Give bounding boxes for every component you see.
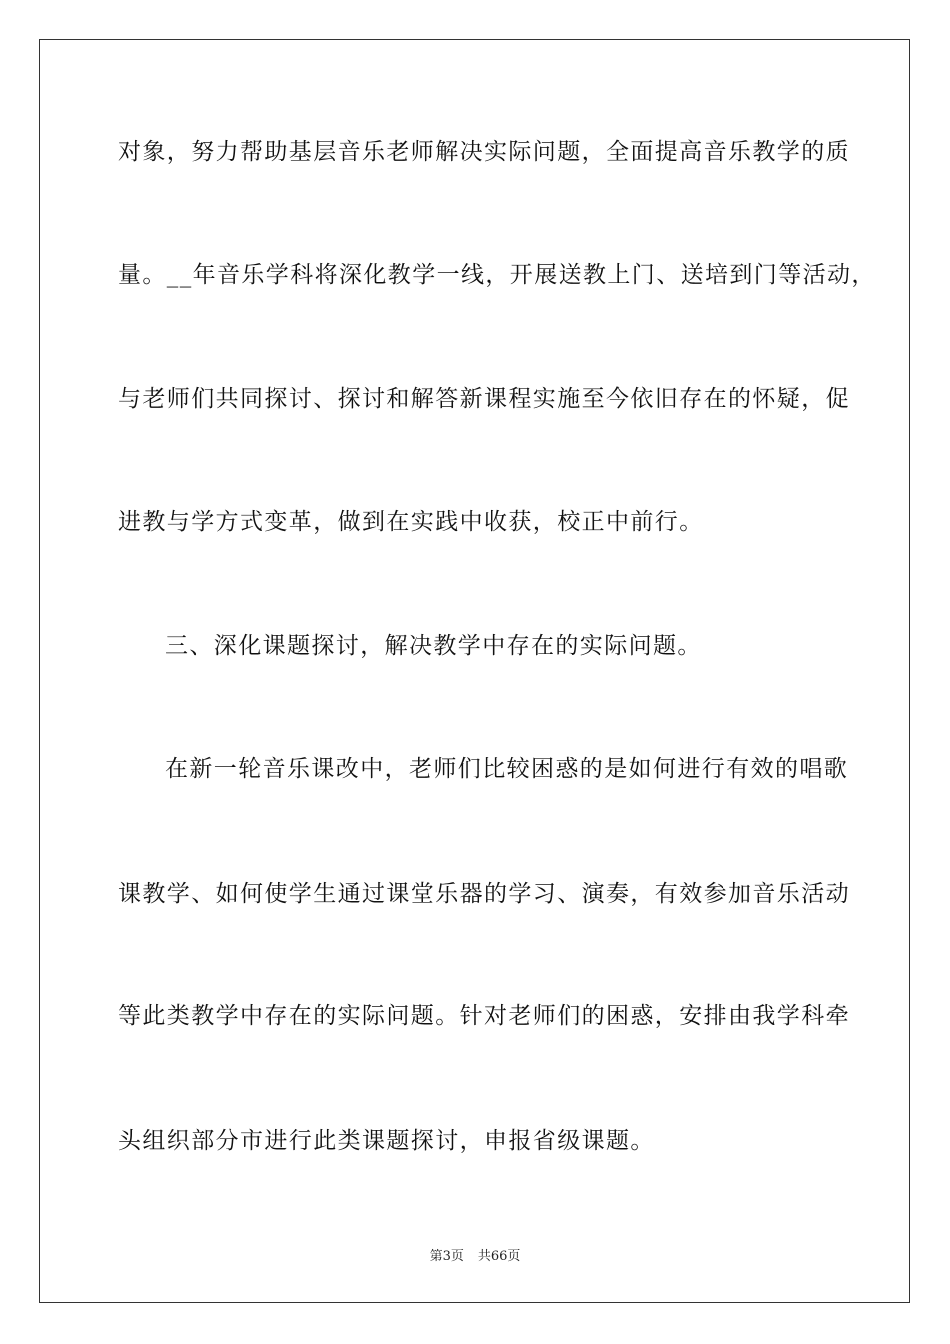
body-text-line: 对象，努力帮助基层音乐老师解决实际问题，全面提高音乐教学的质 [118,139,850,165]
total-pages: 共66页 [477,1249,521,1264]
body-text-line: 等此类教学中存在的实际问题。针对老师们的困惑，安排由我学科牵 [118,1003,850,1029]
body-text-line: 课教学、如何使学生通过课堂乐器的学习、演奏，有效参加音乐活动 [118,881,850,907]
body-text-line: 量。__年音乐学科将深化教学一线，开展送教上门、送培到门等活动， [118,262,876,288]
body-text-line: 与老师们共同探讨、探讨和解答新课程实施至今依旧存在的怀疑，促 [118,386,850,412]
body-text-line: 头组织部分市进行此类课题探讨，申报省级课题。 [118,1128,655,1154]
page-footer [0,1248,950,1266]
page-number: 第3页 [429,1249,464,1264]
section-heading: 三、深化课题探讨，解决教学中存在的实际问题。 [165,633,702,659]
page-border [39,39,910,1303]
body-text-line: 在新一轮音乐课改中，老师们比较困惑的是如何进行有效的唱歌 [165,756,849,782]
body-text-line: 进教与学方式变革，做到在实践中收获，校正中前行。 [118,509,704,535]
